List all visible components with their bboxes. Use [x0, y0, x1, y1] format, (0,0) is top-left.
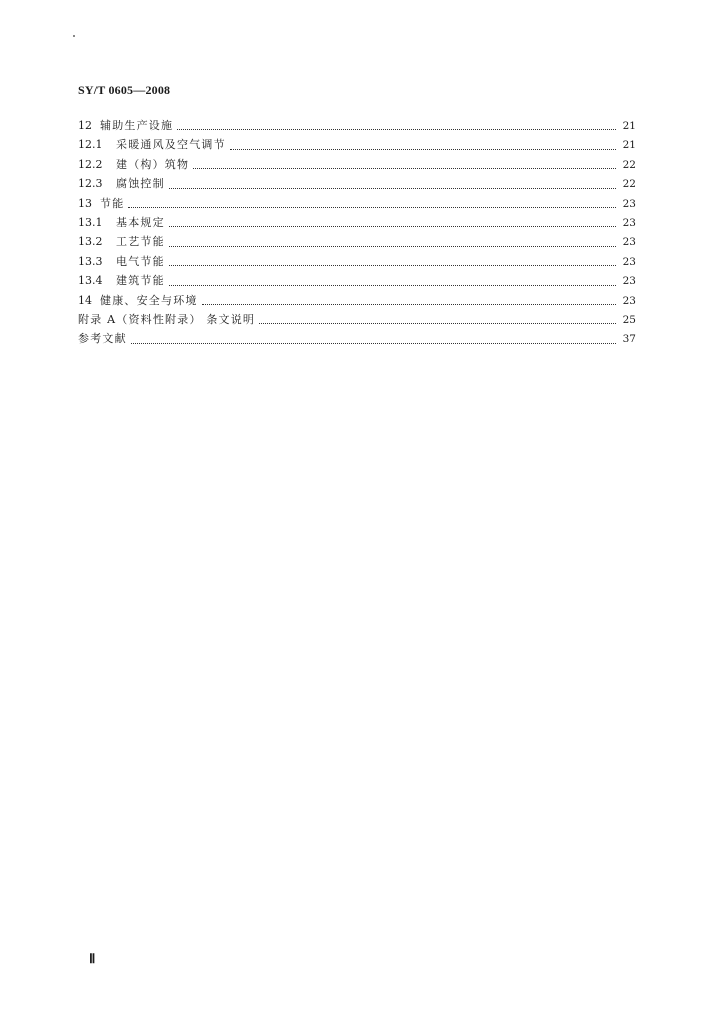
- toc-entry[interactable]: [78, 232, 636, 251]
- toc-entry-page: 23: [622, 255, 636, 268]
- toc-entry-number: 13: [78, 196, 92, 210]
- dot-leader: [202, 299, 616, 305]
- toc-entry-number: 13.3: [78, 254, 103, 268]
- toc-entry[interactable]: [78, 116, 636, 135]
- toc-entry-page: 23: [622, 197, 636, 210]
- toc-entry-page: 23: [622, 294, 636, 307]
- toc-entry-number: 13.4: [78, 274, 103, 288]
- toc-entry-page: 22: [622, 178, 636, 191]
- toc-entry[interactable]: [78, 271, 636, 290]
- toc-entry-number: 12: [78, 119, 92, 132]
- scan-speck: [73, 35, 75, 37]
- toc-entry-number: 13.1: [78, 215, 103, 229]
- toc-entry-appendix[interactable]: [78, 310, 636, 329]
- toc-entry-number: 12.3: [78, 177, 103, 191]
- dot-leader: [193, 163, 616, 169]
- dot-leader: [131, 338, 616, 344]
- dot-leader: [169, 183, 616, 189]
- toc-entry-title: 节能: [100, 196, 125, 210]
- toc-entry-title: 辅助生产设施: [100, 119, 174, 132]
- toc-entry-page: 25: [622, 313, 636, 326]
- dot-leader: [128, 202, 616, 208]
- dot-leader: [177, 124, 616, 130]
- toc-entry-page: 37: [622, 333, 636, 346]
- dot-leader: [169, 221, 616, 227]
- toc-entry-number: 12.1: [78, 138, 103, 152]
- toc-entry-title: 健康、安全与环境: [100, 293, 198, 307]
- toc-entry-page: 23: [622, 216, 636, 229]
- toc-entry-title: 采暖通风及空气调节: [116, 138, 226, 152]
- standard-code-header: SY/T 0605—2008: [78, 83, 171, 97]
- page-number-footer: Ⅱ: [89, 951, 96, 966]
- dot-leader: [169, 280, 616, 286]
- toc-entry-title: 建筑节能: [116, 274, 165, 288]
- toc-entry-page: 23: [622, 236, 636, 249]
- toc-entry[interactable]: [78, 194, 636, 213]
- toc-entry-title: 建（构）筑物: [116, 157, 190, 171]
- toc-entry-title: 基本规定: [116, 215, 165, 229]
- dot-leader: [259, 318, 616, 324]
- toc-entry-references[interactable]: [78, 329, 636, 348]
- toc-entry-page: 21: [622, 120, 636, 132]
- toc-entry[interactable]: [78, 135, 636, 154]
- toc-entry-number: 12.2: [78, 157, 103, 171]
- toc-entry[interactable]: [78, 155, 636, 174]
- toc-entry-page: 23: [622, 275, 636, 288]
- toc-entry-title: 工艺节能: [116, 235, 165, 249]
- toc-entry-number: 14: [78, 293, 92, 307]
- toc-entry[interactable]: [78, 252, 636, 271]
- toc-entry[interactable]: [78, 213, 636, 232]
- toc-entry[interactable]: [78, 174, 636, 193]
- toc-entry-number: 13.2: [78, 235, 103, 249]
- table-of-contents: [78, 116, 636, 349]
- dot-leader: [230, 144, 616, 150]
- toc-entry-title: 参考文献: [78, 332, 127, 346]
- toc-entry-page: 22: [622, 158, 636, 171]
- toc-entry-title: 附录 A（资料性附录） 条文说明: [78, 312, 256, 326]
- toc-entry-title: 腐蚀控制: [116, 177, 165, 191]
- toc-entry-page: 21: [622, 139, 636, 152]
- toc-entry-title: 电气节能: [116, 254, 165, 268]
- dot-leader: [169, 241, 616, 247]
- toc-entry[interactable]: [78, 291, 636, 310]
- dot-leader: [169, 260, 616, 266]
